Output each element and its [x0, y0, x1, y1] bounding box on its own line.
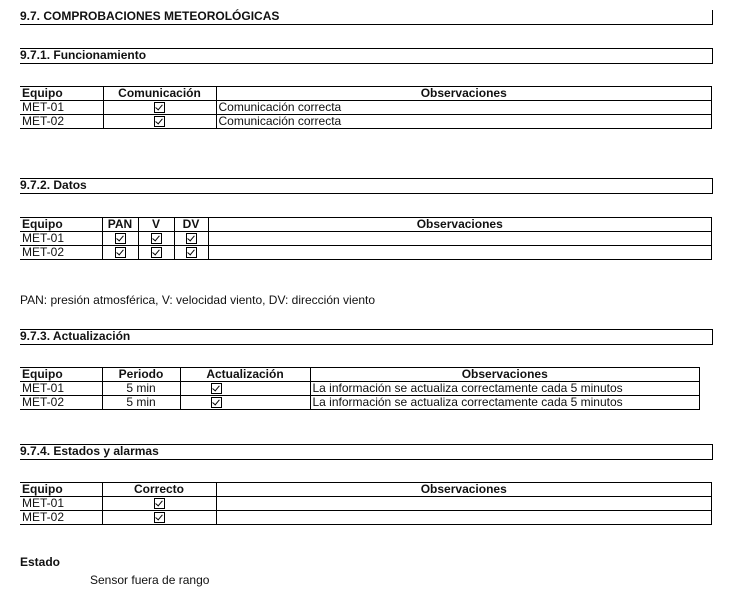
equipo-cell: MET-01 — [20, 382, 102, 396]
estados-table — [20, 482, 712, 525]
v-checkbox[interactable] — [151, 233, 162, 244]
column-header: Observaciones — [216, 87, 712, 101]
v-checkbox[interactable] — [151, 247, 162, 258]
equipo-cell: MET-01 — [20, 101, 103, 115]
table-header-row — [20, 483, 712, 497]
column-header: Equipo — [20, 218, 102, 232]
funcionamiento-table — [20, 86, 712, 129]
observaciones-cell — [216, 497, 712, 511]
column-header: Equipo — [20, 87, 103, 101]
page-title: 9.7. COMPROBACIONES METEOROLÓGICAS — [20, 9, 280, 23]
dv-checkbox[interactable] — [186, 233, 197, 244]
equipo-cell: MET-01 — [20, 232, 102, 246]
equipo-cell: MET-02 — [20, 246, 102, 260]
section-heading-actualizacion — [20, 329, 713, 345]
column-header: Equipo — [20, 483, 102, 497]
observaciones-cell — [208, 246, 712, 260]
section-heading-text: 9.7.2. Datos — [20, 178, 87, 192]
periodo-cell: 5 min — [102, 382, 180, 396]
column-header: PAN — [102, 218, 138, 232]
column-header: Observaciones — [310, 368, 700, 382]
equipo-cell: MET-02 — [20, 511, 102, 525]
estado-label: Estado — [20, 555, 61, 569]
estado-value: Sensor fuera de rango — [90, 573, 210, 587]
observaciones-cell: La información se actualiza correctamente cada 5 minutos — [310, 396, 700, 410]
table-header-row — [20, 218, 712, 232]
table-header-row — [20, 87, 712, 101]
pan-checkbox[interactable] — [115, 233, 126, 244]
pan-checkbox[interactable] — [115, 247, 126, 258]
datos-legend: PAN: presión atmosférica, V: velocidad viento, DV: dirección viento — [20, 293, 376, 307]
table-row — [20, 246, 712, 260]
observaciones-cell: Comunicación correcta — [216, 115, 712, 129]
section-heading-funcionamiento — [20, 48, 713, 64]
section-title-bar — [20, 10, 713, 25]
column-header: Equipo — [20, 368, 102, 382]
table-row — [20, 101, 712, 115]
column-header: Actualización — [180, 368, 310, 382]
equipo-cell: MET-02 — [20, 115, 103, 129]
table-header-row — [20, 368, 700, 382]
actualizacion-checkbox[interactable] — [211, 383, 222, 394]
observaciones-cell — [216, 511, 712, 525]
comunicacion-checkbox[interactable] — [154, 102, 165, 113]
section-heading-datos — [20, 178, 713, 194]
equipo-cell: MET-02 — [20, 396, 102, 410]
column-header: Correcto — [102, 483, 216, 497]
actualizacion-checkbox[interactable] — [211, 397, 222, 408]
section-heading-text: 9.7.4. Estados y alarmas — [20, 444, 159, 458]
section-heading-text: 9.7.1. Funcionamiento — [20, 48, 147, 62]
table-row — [20, 232, 712, 246]
comunicacion-checkbox[interactable] — [154, 116, 165, 127]
correcto-checkbox[interactable] — [154, 498, 165, 509]
column-header: DV — [174, 218, 208, 232]
table-row — [20, 382, 700, 396]
column-header: V — [138, 218, 174, 232]
dv-checkbox[interactable] — [186, 247, 197, 258]
column-header: Observaciones — [208, 218, 712, 232]
column-header: Comunicación — [103, 87, 216, 101]
table-row — [20, 497, 712, 511]
periodo-cell: 5 min — [102, 396, 180, 410]
table-row — [20, 511, 712, 525]
column-header: Observaciones — [216, 483, 712, 497]
column-header: Periodo — [102, 368, 180, 382]
correcto-checkbox[interactable] — [154, 512, 165, 523]
actualizacion-table — [20, 367, 700, 410]
observaciones-cell — [208, 232, 712, 246]
section-heading-text: 9.7.3. Actualización — [20, 329, 131, 343]
equipo-cell: MET-01 — [20, 497, 102, 511]
table-row — [20, 396, 700, 410]
section-heading-estados — [20, 444, 713, 460]
datos-table — [20, 217, 712, 260]
observaciones-cell: La información se actualiza correctamente cada 5 minutos — [310, 382, 700, 396]
observaciones-cell: Comunicación correcta — [216, 101, 712, 115]
table-row — [20, 115, 712, 129]
